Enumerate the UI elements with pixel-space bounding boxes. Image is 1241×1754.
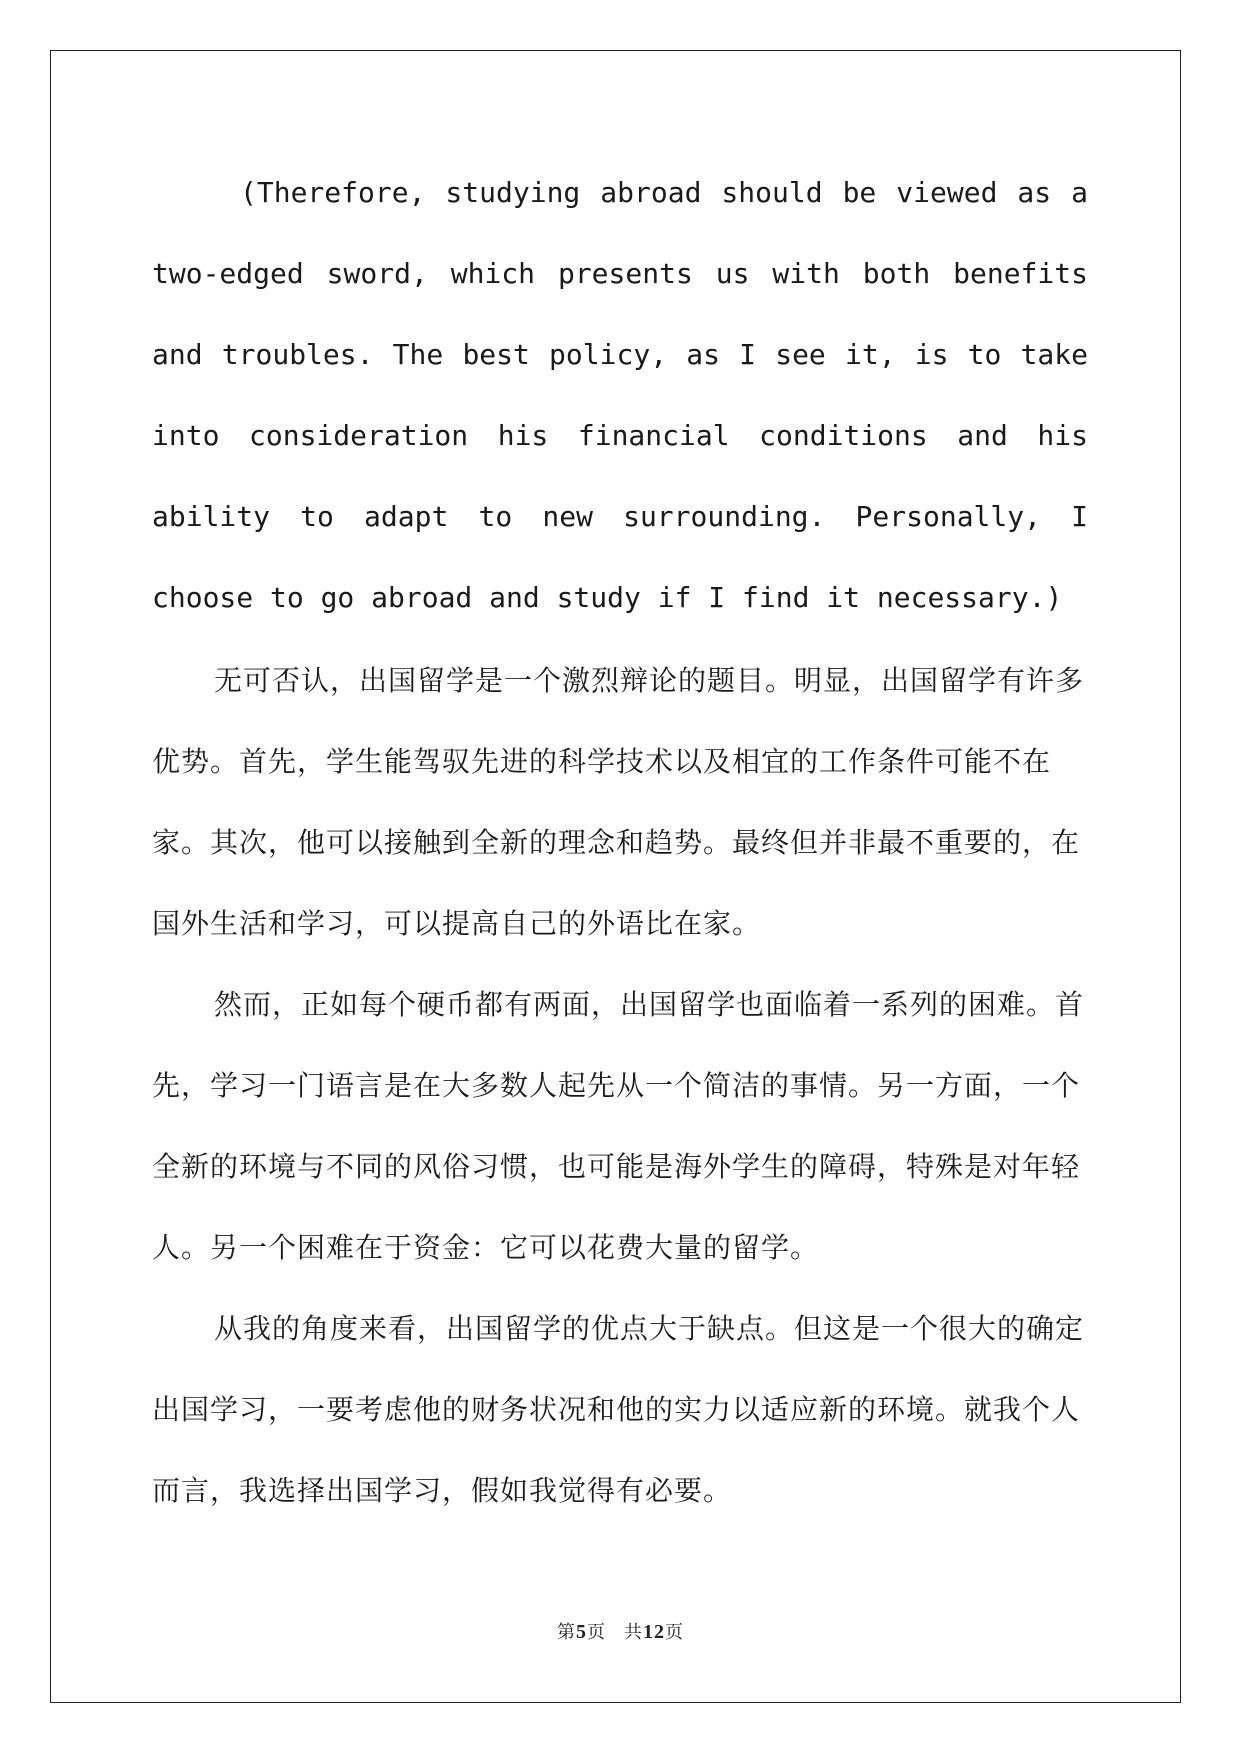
total-suffix: 页 — [665, 1622, 684, 1643]
english-paragraph: (Therefore, studying abroad should be viewed as a two-edged sword, which presents us with both benefits and troubles. The best policy, as I see it, is to take into consideration his financial conditions and his ability to adapt to new surrounding. Personally, I choose to go abroad and study if I find it necessary.) — [152, 176, 1088, 614]
page-prefix: 第 — [557, 1622, 576, 1643]
chinese-paragraph-3: 从我的角度来看，出国留学的优点大于缺点。但这是一个很大的确定出国学习，一要考虑他的财务状况和他的实力以适应新的环境。就我个人而言，我选择出国学习，假如我觉得有必要。 — [152, 1312, 1085, 1507]
page-number: 5 — [576, 1621, 587, 1643]
page-footer — [0, 1618, 1241, 1644]
total-pages: 12 — [643, 1621, 665, 1643]
chinese-paragraph-1: 无可否认，出国留学是一个激烈辩论的题目。明显，出国留学有许多优势。首先，学生能驾驭先进的科学技术以及相宜的工作条件可能不在家。其次，他可以接触到全新的理念和趋势。最终但并非最不重要的，在国外生活和学习，可以提高自己的外语比在家。 — [152, 664, 1085, 940]
page-suffix: 页 — [587, 1622, 606, 1643]
chinese-paragraph-2: 然而，正如每个硬币都有两面，出国留学也面临着一系列的困难。首先，学习一门语言是在大多数人起先从一个简洁的事情。另一方面，一个全新的环境与不同的风俗习惯，也可能是海外学生的障碍，特殊是对年轻人。另一个困难在于资金：它可以花费大量的留学。 — [152, 988, 1085, 1264]
total-prefix: 共 — [624, 1622, 643, 1643]
